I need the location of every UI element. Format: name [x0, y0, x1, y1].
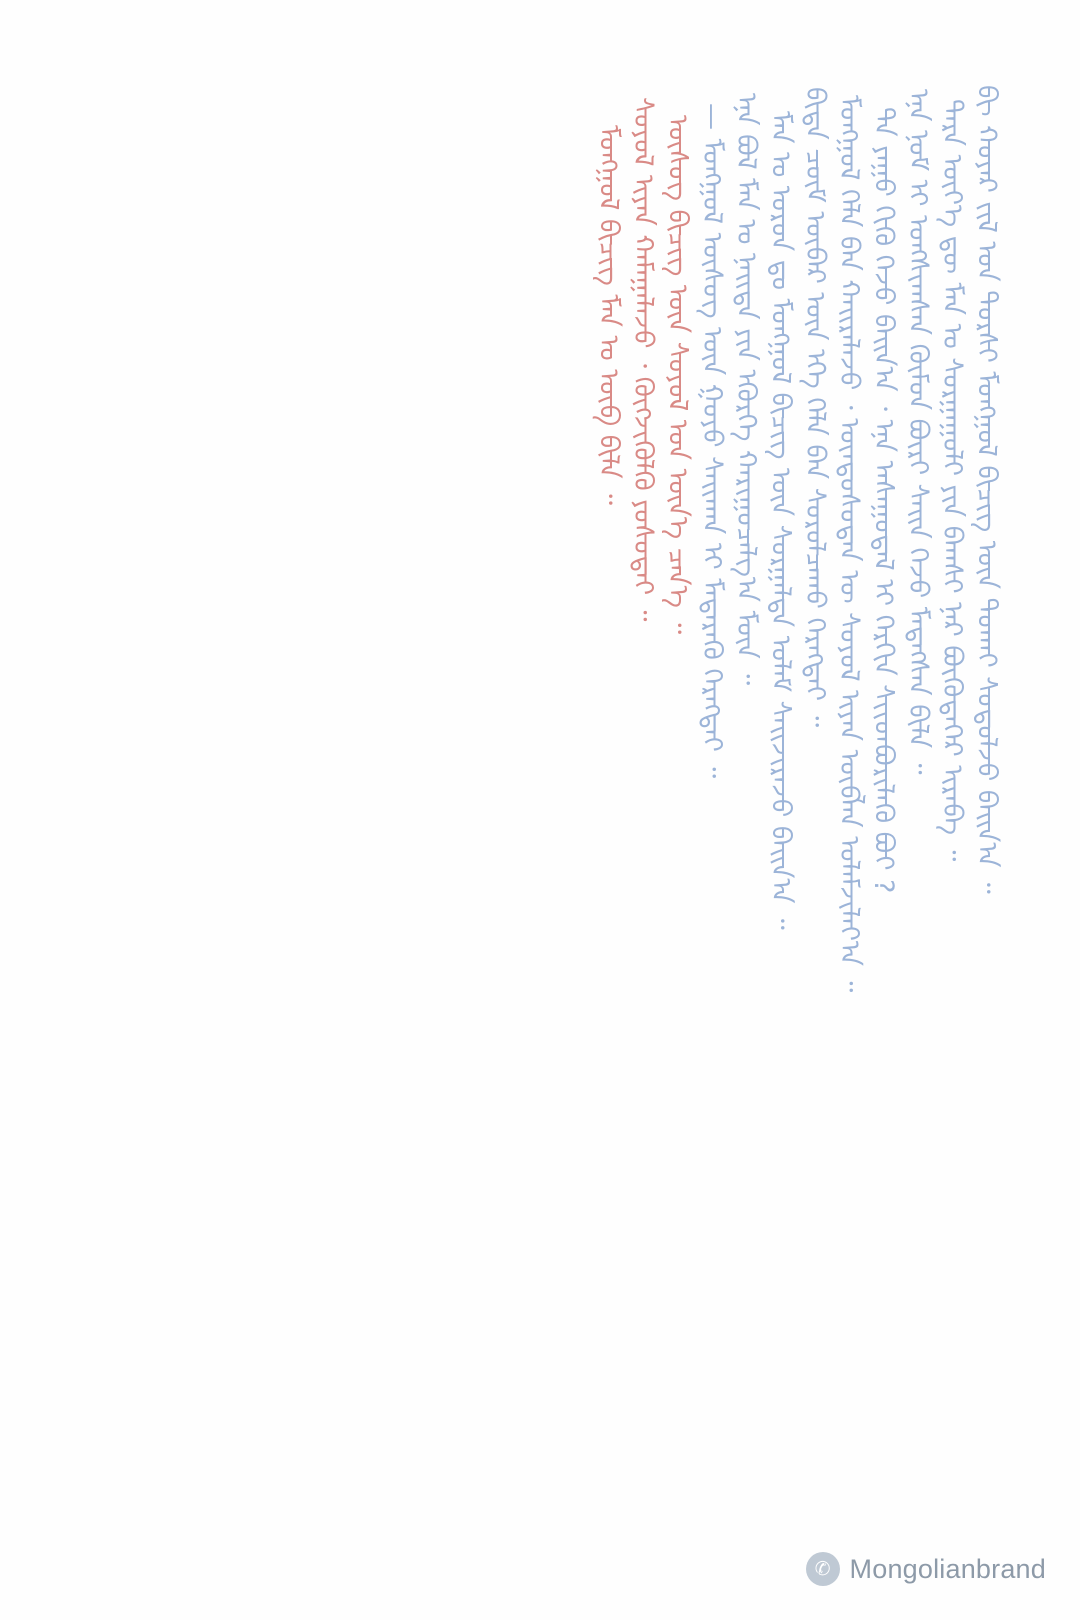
text-column: ᠲᠡᠷᠡ ᠦᠶ᠎ᠡ ᠳᠦ ᠮᠠᠨ ᠤ ᠰᠤᠷᠭᠠᠭᠤᠯᠢ ᠶᠢᠨ ᠪᠠᠭᠰᠢ ᠨᠠᠷ ᠪᠦᠭᠦᠳᠡᠭᠡᠷ ᠢᠷᠡᠪᠡ ᠃	[936, 99, 968, 862]
text-column-highlight: ᠮᠣᠩᠭᠣᠯ ᠪᠢᠴᠢᠭ ᠮᠠᠨ ᠤ ᠥᠪ ᠪᠢᠯᠡ ᠃	[593, 125, 625, 506]
account-name: Mongolianbrand	[849, 1553, 1046, 1584]
text-column: ᠪᠢ ᠬᠣᠶᠠᠷ ᠵᠢᠯ ᠤᠨ ᠲᠤᠷᠰᠢ ᠮᠣᠩᠭᠣᠯ ᠪᠢᠴᠢᠭ ᠦᠨ ᠲᠤᠬᠠᠢ ᠰᠤᠳᠤᠯᠵᠤ ᠪᠠᠢᠨ᠎ᠠ ᠃	[971, 85, 1002, 894]
text-column: ᠲᠠ ᠶᠠᠭᠤ ᠬᠢᠬᠦ ᠭᠡᠵᠦ ᠪᠠᠢᠨ᠎ᠠ ᠂ ᠡᠨᠡ ᠠᠰᠠᠭᠤᠳᠠᠯ ᠢ ᠬᠡᠷᠬᠢᠨ ᠰᠢᠢᠳᠪᠦᠷᠢᠯᠡᠬᠦ ᠪᠤᠢ ?	[867, 107, 899, 894]
wechat-icon	[806, 1552, 840, 1586]
text-column: ᠡᠨᠡ ᠪᠣᠯ ᠮᠠᠨ ᠤ ᠨᠡᠢᠲᠡ ᠶᠢᠨ ᠡᠭᠦᠷᠭᠡ ᠬᠠᠷᠢᠭᠤᠴᠠᠯᠭ᠎ᠠ ᠮᠥᠨ ᠃	[730, 93, 762, 686]
text-column: ᠮᠠᠨ ᠤ ᠣᠷᠣᠨ ᠳᠤ ᠮᠣᠩᠭᠣᠯ ᠪᠢᠴᠢᠭ ᠦᠨ ᠰᠤᠷᠭᠠᠯᠲᠠ ᠤᠯᠠᠮ ᠰᠠᠢᠵᠢᠷᠠᠵᠤ ᠪᠠᠢᠨ᠎ᠠ ᠃	[764, 111, 796, 930]
text-column-highlight: ᠦᠰᠦᠭ ᠪᠢᠴᠢᠭ ᠦᠨ ᠰᠤᠶᠤᠯ ᠤᠨ ᠦᠨ᠎ᠡ ᠴᠡᠨ᠎ᠡ ᠃	[661, 115, 693, 635]
text-column: ᠡᠨᠡ ᠨᠣᠮ ᠢ ᠤᠩᠰᠢᠭᠰᠠᠨ ᠬᠦᠮᠦᠨ ᠪᠦᠷᠢ ᠰᠠᠢᠨ ᠭᠡᠵᠦ ᠮᠡᠳᠡᠭᠰᠡᠨ ᠪᠢᠯᠡ ᠃	[902, 89, 934, 775]
footer-watermark	[806, 1552, 1046, 1586]
wechat-glyph: ✆	[814, 1557, 831, 1580]
text-column: — ᠮᠣᠩᠭᠣᠯ ᠦᠰᠦᠭ ᠦᠨ ᠭᠣᠶᠣ ᠰᠠᠢᠬᠠᠨ ᠢ ᠮᠡᠳᠡᠷᠡᠬᠦ ᠬᠡᠷᠡᠭᠲᠡᠢ ᠃	[696, 103, 728, 779]
text-column: ᠮᠣᠩᠭᠣᠯ ᠬᠡᠯᠡ ᠪᠡᠨ ᠬᠠᠢᠷᠠᠯᠠᠵᠤ ᠂ ᠦᠨᠳᠦᠰᠦᠲᠡᠨ ᠦ ᠰᠤᠶᠤᠯ ᠢᠶᠠᠨ ᠥᠪᠯᠡᠨ ᠤᠯᠠᠮᠵᠢᠯᠠᠶ᠎ᠠ ᠃	[833, 95, 865, 993]
text-column: ᠪᠢᠳᠡ ᠴᠥᠮ ᠥᠪᠡᠷ ᠦᠨ ᠡᠬᠡ ᠬᠡᠯᠡ ᠪᠡᠨ ᠰᠤᠷᠤᠯᠴᠠᠬᠤ ᠬᠡᠷᠡᠭᠲᠡᠢ ᠃	[799, 87, 831, 728]
mongolian-text-block	[100, 85, 1000, 1465]
text-column-highlight: ᠰᠤᠶᠤᠯ ᠢᠶᠠᠨ ᠬᠠᠮᠠᠭᠠᠯᠠᠵᠤ ᠂ ᠬᠥᠭᠵᠢᠭᠦᠯᠬᠦ ᠶᠣᠰᠣᠲᠠᠢ ᠃	[627, 97, 659, 622]
